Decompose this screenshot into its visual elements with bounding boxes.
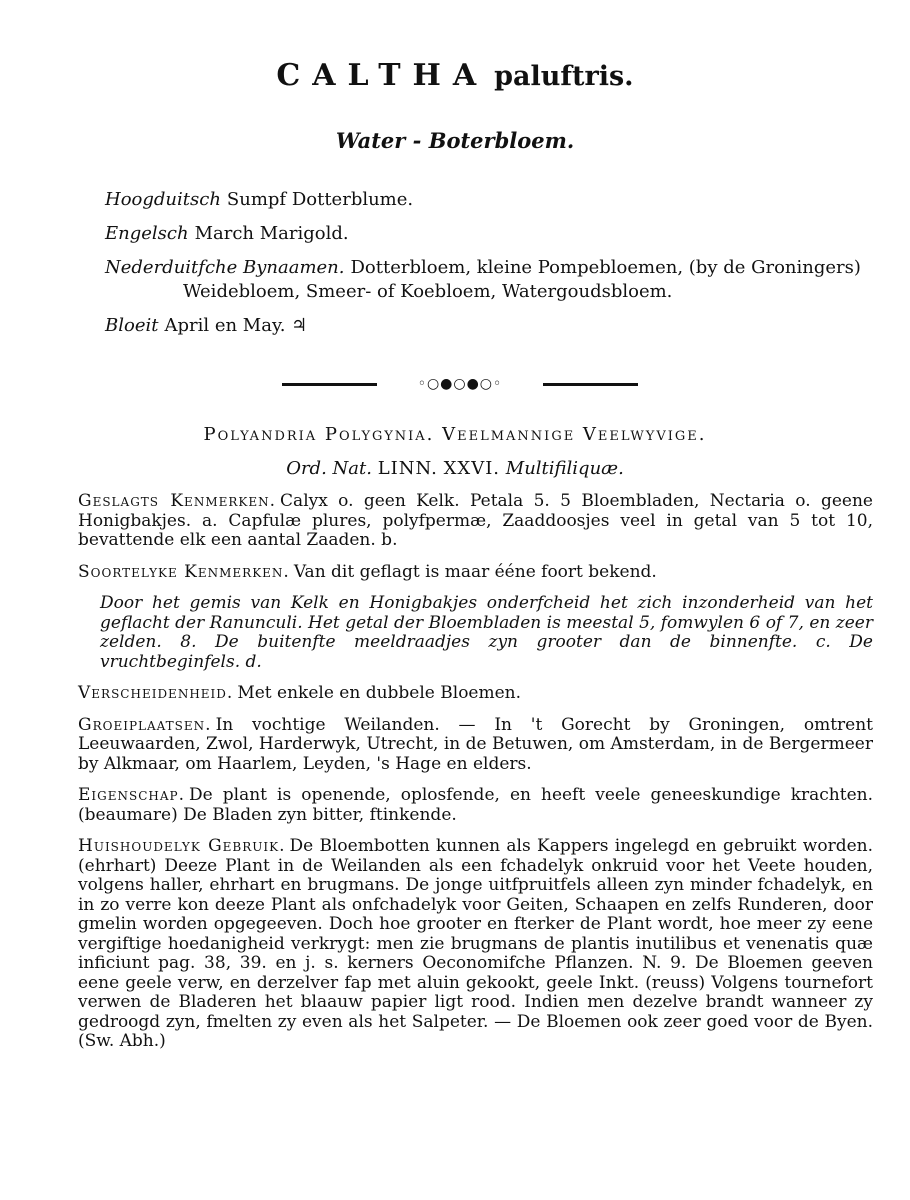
species-epithet: paluftris. [494, 61, 634, 92]
name-text: April en May. ♃ [164, 315, 308, 336]
section-heading: Groeiplaatsen. [78, 714, 212, 735]
page-title [0, 58, 910, 93]
name-text-continued: Weidebloem, Smeer- of Koebloem, Watergoudsbloem. [183, 281, 673, 302]
name-text: Dotterbloem, kleine Pompebloemen, (by de Groningers) [350, 257, 861, 278]
section-heading: Geslagts Kenmerken. [78, 491, 277, 511]
varieties [78, 684, 873, 704]
ordo-number: XXVI. [443, 458, 501, 479]
household-use [78, 837, 873, 1052]
distinction-note [78, 594, 873, 672]
section-heading: Huishoudelyk Gebruik. [78, 836, 286, 856]
name-text: March Marigold. [194, 223, 349, 244]
section-heading: Soortelyke Kenmerken. [78, 561, 290, 582]
divider-bar-left [282, 383, 377, 386]
ornamental-divider [282, 376, 638, 392]
section-heading: Verscheidenheid. [78, 683, 234, 703]
divider-ornament: ◦○●○●○◦ [417, 376, 503, 392]
name-label: Engelsch [105, 223, 189, 244]
section-text: Door het gemis van Kelk en Honigbakjes onderfcheid het zich inzonderheid van het geflacht der Ranunculi. Het getal der Bloembladen is meestal 5, fomwylen 6 of 7, en zeer zelden. 8. De buitenfte meeldraadjes zyn grooter dan de binnenfte. c. De vruchtbeginfels. d. [100, 593, 873, 672]
section-text: De Bloembotten kunnen als Kappers ingelegd en gebruikt worden. (ehrhart) Deeze Plant in de Weilanden als een fchadelyk onkruid voor het Veete houden, volgens haller, ehrhart en brugmans. De jonge uitfpruitfels alleen zyn minder fchadelyk, en in zo verre kon deeze Plant als onfchadelyk voor Geiten, Schaapen en zelfs Runderen, door gmelin worden opgegeeven. Doch hoe grooter en fterker de Plant wordt, hoe meer zy eene vergiftige hoedanigheid verkrygt: men zie brugmans de plantis inutilibus et venenatis quæ inficiunt pag. 38, 39. en j. s. kerners Oeconomifche Pflanzen. N. 9. De Bloemen geeven eene geele verw, en derzelver fap met aluin gekookt, geele Inkt. (reuss) Volgens tournefort verwen de Bladeren het blaauw papier ligt rood. Indien men dezelve brandt wanneer zy gedroogd zyn, fmelten zy even als het Salpeter. — De Bloemen ook zeer goed voor de Byen. (Sw. Abh.) [78, 836, 873, 1051]
name-label: Bloeit [105, 315, 159, 336]
name-row-english [105, 222, 875, 246]
section-text: Calyx o. geen Kelk. Petala 5. 5 Bloembladen, Nectaria o. geene Honigbakjes. a. Capfulæ plures, polyfpermæ, Zaaddoosjes veel in getal van 5 tot 10, bevattende elk een aantal Zaaden. b. [78, 491, 873, 550]
habitats [78, 716, 873, 775]
linnaean-class: Polyandria Polygynia. Veelmannige Veelwyvige. [203, 424, 707, 445]
name-row-flowering [105, 314, 875, 338]
description-body [78, 492, 873, 1064]
genus-name: CALTHA [276, 58, 489, 93]
section-text: De plant is openende, oplosfende, en heeft veele geneeskundige krachten. (beaumare) De Bladen zyn bitter, ftinkende. [78, 785, 873, 825]
name-row-dutch [105, 256, 875, 304]
ordo-label: Ord. Nat. [286, 458, 372, 479]
name-row-german [105, 188, 875, 212]
section-text: In vochtige Weilanden. — In 't Gorecht by Groningen, omtrent Leeuwaarden, Zwol, Harderwyk, Utrecht, in de Betuwen, om Amsterdam, in de Bergermeer by Alkmaar, om Haarlem, Leyden, 's Hage en elders. [78, 714, 873, 774]
name-label: Hoogduitsch [105, 189, 221, 210]
name-label: Nederduitfche Bynaamen. [105, 257, 345, 278]
ordo-name: Multifiliquæ. [505, 458, 624, 479]
section-text: Van dit geflagt is maar ééne foort bekend. [293, 561, 657, 582]
section-text: Met enkele en dubbele Bloemen. [237, 683, 522, 703]
properties [78, 786, 873, 825]
genus-characters [78, 492, 873, 551]
divider-bar-right [543, 383, 638, 386]
common-name: Water - Boterbloem. [335, 128, 575, 153]
ordo-author: LINN. [377, 458, 438, 479]
name-text: Sumpf Dotterblume. [226, 189, 414, 210]
natural-order [0, 458, 910, 479]
species-characters [78, 563, 873, 583]
vernacular-names [105, 188, 875, 348]
section-heading: Eigenschap. [78, 785, 186, 805]
